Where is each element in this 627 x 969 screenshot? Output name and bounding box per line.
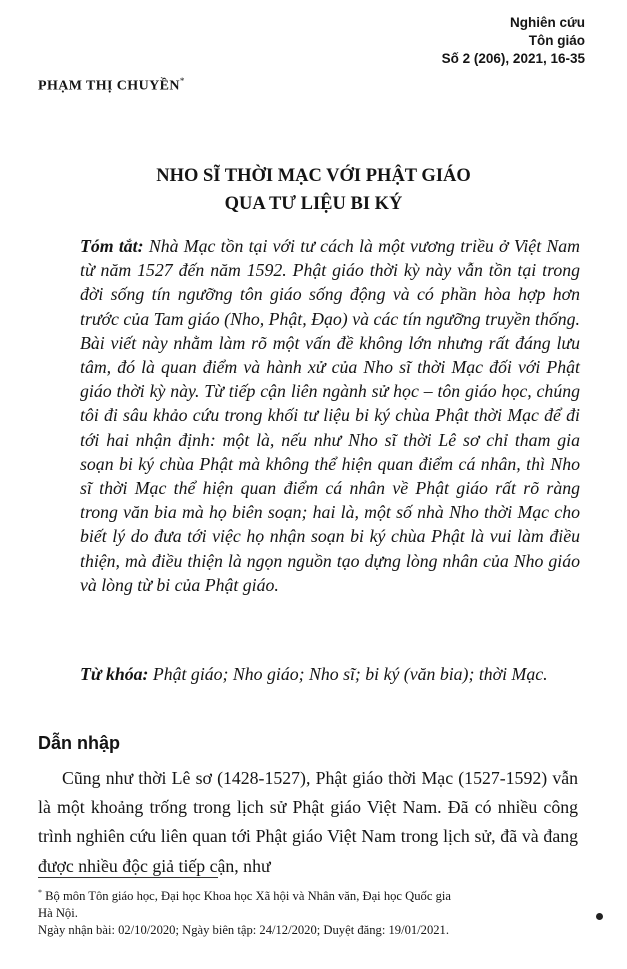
keywords-label: Từ khóa: xyxy=(80,664,149,684)
abstract xyxy=(80,234,580,597)
section-heading: Dẫn nhập xyxy=(38,733,121,753)
footnote-dates: Ngày nhận bài: 02/10/2020; Ngày biên tập: 24/12/2020; Duyệt đăng: 19/01/2021. xyxy=(38,923,449,938)
journal-issue: Số 2 (206), 2021, 16-35 xyxy=(441,51,585,66)
journal-info xyxy=(442,14,585,68)
title-line-2: QUA TƯ LIỆU BI KÝ xyxy=(224,194,403,214)
footnote-divider xyxy=(38,877,218,878)
article-title xyxy=(0,162,627,218)
abstract-label: Tóm tắt: xyxy=(80,236,144,256)
journal-subject: Tôn giáo xyxy=(528,33,585,48)
author-name-text: PHẠM THỊ CHUYỀN xyxy=(38,78,180,94)
body-paragraph: Cũng như thời Lê sơ (1428-1527), Phật giáo thời Mạc (1527-1592) vẫn là một khoảng trống trong lịch sử Phật giáo Việt Nam. Đã có nhiều công trình nghiên cứu liên quan tới Phật giáo Việt Nam trong lịch sử, đã và đang được nhiều độc giả tiếp cận, như xyxy=(38,768,578,876)
scan-speck xyxy=(596,913,603,920)
abstract-text: Nhà Mạc tồn tại với tư cách là một vương triều ở Việt Nam từ năm 1527 đến năm 1592. Phật giáo thời kỳ này vẫn tồn tại trong đời sống tín ngưỡng tôn giáo sống động và có phần hòa hợp hơn trước của Tam giáo (Nho, Phật, Đạo) và các tín ngưỡng truyền thống. Bài viết này nhằm làm rõ một vấn đề không lớn nhưng rất đáng lưu tâm, đó là quan điểm và hành xử của Nho sĩ thời Mạc đối với Phật giáo thời kỳ này. Từ tiếp cận liên ngành sử học – tôn giáo học, chúng tôi đi sâu khảo cứu trong khối tư liệu bi ký chùa Phật thời Mạc để đi tới hai nhận định: một là, nếu như Nho sĩ thời Lê sơ chỉ tham gia soạn bi ký chùa Phật mà không thể hiện quan điểm cá nhân, thì Nho sĩ thời Mạc thể hiện quan điểm cá nhân về Phật giáo rất rõ ràng trong văn bia mà họ biên soạn; hai là, một số nhà Nho thời Mạc cho biết lý do đưa tới việc họ nhận soạn bi ký chùa Phật là vui làm điều thiện, mà điều thiện là ngọn nguồn tạo dựng lòng nhân của Nho giáo và lòng từ bi của Phật giáo. xyxy=(80,236,580,595)
author-footnote-mark: * xyxy=(179,76,185,86)
footnote-mark: * xyxy=(38,888,42,897)
keywords xyxy=(80,662,580,686)
footnote-affiliation-line-1: Bộ môn Tôn giáo học, Đại học Khoa học Xã hội và Nhân văn, Đại học Quốc gia xyxy=(42,889,451,904)
journal-name: Nghiên cứu xyxy=(509,15,585,30)
footnotes xyxy=(38,884,583,939)
author-name xyxy=(38,76,185,95)
title-line-1: NHO SĨ THỜI MẠC VỚI PHẬT GIÁO xyxy=(156,166,471,186)
keywords-text: Phật giáo; Nho giáo; Nho sĩ; bi ký (văn bia); thời Mạc. xyxy=(152,664,548,684)
footnote-affiliation xyxy=(38,884,583,905)
footnote-affiliation-line-2: Hà Nội. xyxy=(38,906,78,921)
